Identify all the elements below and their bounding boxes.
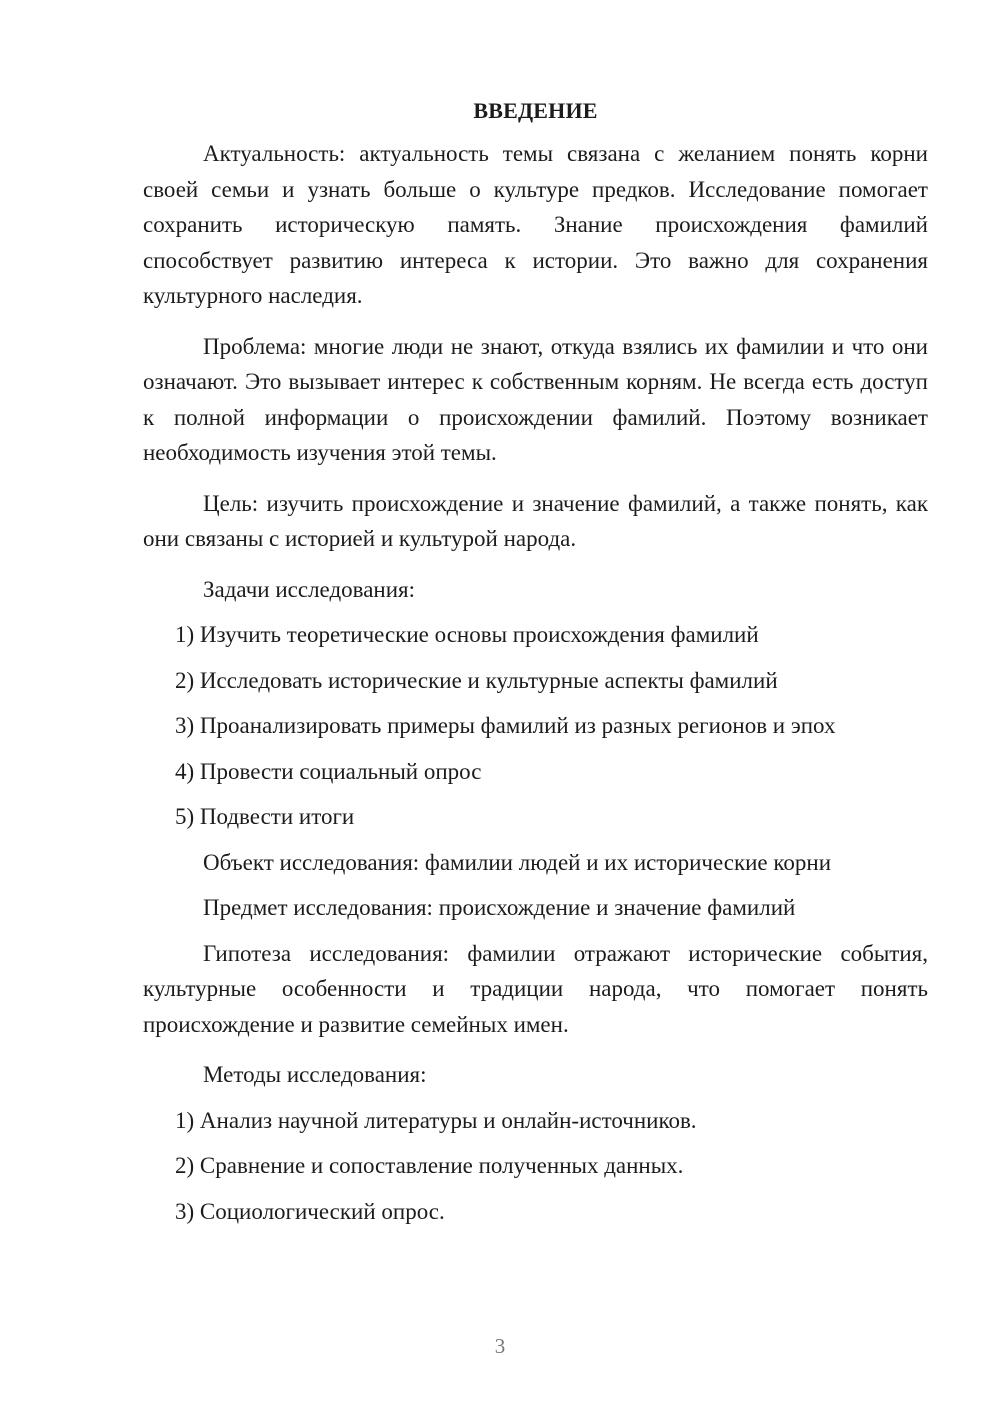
method-item: 1) Анализ научной литературы и онлайн-источников. <box>175 1107 697 1133</box>
task-item: 5) Подвести итоги <box>175 804 355 829</box>
page-content <box>143 96 928 1239</box>
research-object: Объект исследования: фамилии людей и их исторические корни <box>203 849 832 875</box>
page-title: ВВЕДЕНИЕ <box>473 98 598 123</box>
task-item: 3) Проанализировать примеры фамилий из разных регионов и эпох <box>175 713 836 738</box>
task-item: 4) Провести социальный опрос <box>175 758 482 784</box>
methods-heading: Методы исследования: <box>203 1062 427 1087</box>
method-item: 2) Сравнение и сопоставление полученных данных. <box>175 1153 684 1178</box>
tasks-heading: Задачи исследования: <box>203 576 416 602</box>
task-item: 2) Исследовать исторические и культурные аспекты фамилий <box>175 667 778 693</box>
relevance-paragraph: Актуальность: актуальность темы связана с желанием понять корни своей семьи и узнать больше о культуре предков. Исследование помогает сохранить историческую память. Знание происхождения фамилий способствует развитию интереса к истории. Это важно для сохранения культурного наследия. <box>143 141 928 308</box>
research-subject: Предмет исследования: происхождение и значение фамилий <box>203 895 796 920</box>
problem-paragraph: Проблема: многие люди не знают, откуда взялись их фамилии и что они означают. Это вызывает интерес к собственным корням. Не всегда есть доступ к полной информации о происхождении фамилий. Поэтому возникает необходимость изучения этой темы. <box>143 333 928 465</box>
task-item: 1) Изучить теоретические основы происхождения фамилий <box>175 622 759 647</box>
page-number: 3 <box>494 1334 506 1358</box>
hypothesis-paragraph: Гипотеза исследования: фамилии отражают исторические события, культурные особенности и традиции народа, что помогает понять происхождение и развитие семейных имен. <box>143 940 928 1037</box>
method-item: 3) Социологический опрос. <box>175 1198 445 1224</box>
goal-paragraph: Цель: изучить происхождение и значение фамилий, а также понять, как они связаны с историей и культурой народа. <box>143 490 928 551</box>
